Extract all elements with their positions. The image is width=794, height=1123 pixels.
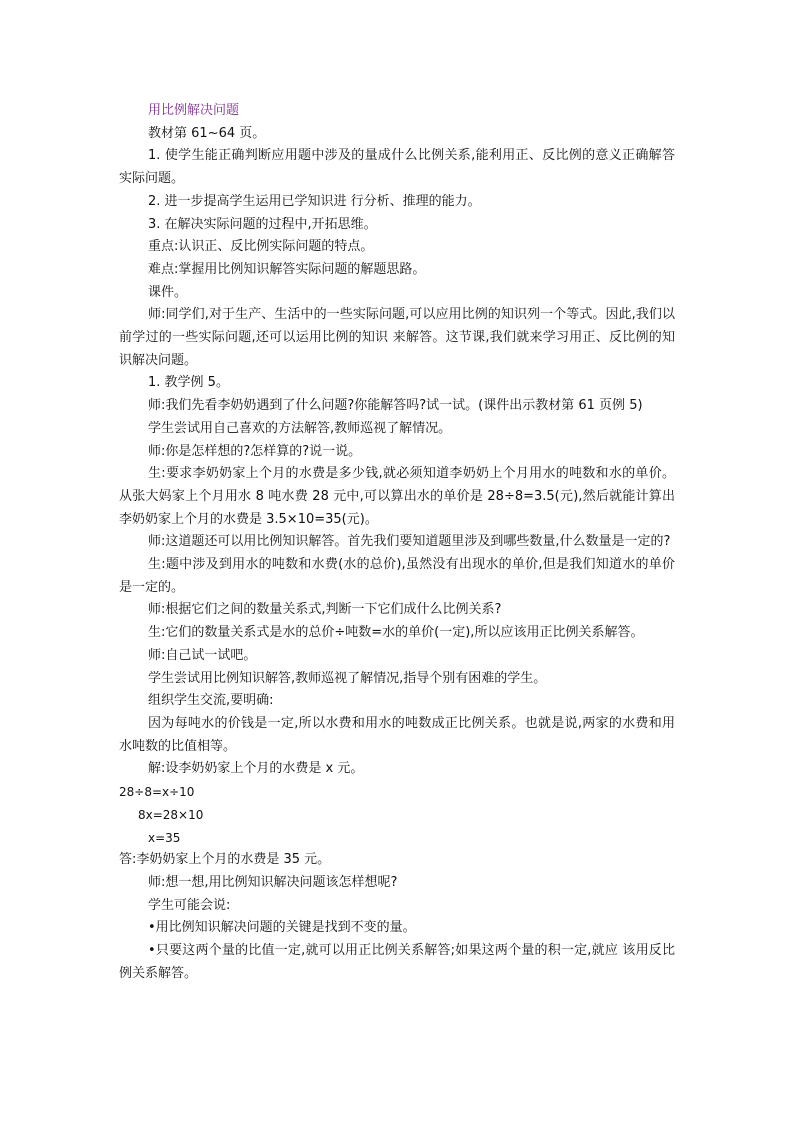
paragraph: 生:它们的数量关系式是水的总价÷吨数=水的单价(一定),所以应该用正比例关系解答。 — [148, 625, 644, 641]
answer-line: 答:李奶奶家上个月的水费是 35 元。 — [119, 852, 331, 868]
paragraph: 解:设李奶奶家上个月的水费是 x 元。 — [148, 761, 364, 777]
equation-line: x=35 — [148, 830, 181, 845]
equation-line: 8x=28×10 — [138, 807, 204, 822]
lesson-title: 用比例解决问题 — [148, 103, 240, 118]
paragraph: 师:同学们,对于生产、生活中的一些实际问题,可以应用比例的知识列一个等式。因此,我们以前学过的一些实际问题,还可以运用比例的知识 来解答。这节课,我们就来学习用正、反比例的知识解决问题。 — [119, 307, 675, 368]
equation-line: 28÷8=x÷10 — [119, 785, 195, 800]
paragraph: 因为每吨水的价钱是一定,所以水费和用水的吨数成正比例关系。也就是说,两家的水费和用水吨数的比值相等。 — [119, 715, 675, 754]
document-body — [119, 100, 675, 985]
paragraph: 学生尝试用自己喜欢的方法解答,教师巡视了解情况。 — [148, 420, 452, 436]
paragraph: 师:想一想,用比例知识解决问题该怎样想呢? — [148, 874, 398, 890]
paragraph: 2. 进一步提高学生运用已学知识进 行分析、推理的能力。 — [148, 193, 481, 209]
bullet-item: •只要这两个量的比值一定,就可以用正比例关系解答;如果这两个量的积一定,就应 该用反比例关系解答。 — [119, 943, 675, 981]
paragraph: 学生尝试用比例知识解答,教师巡视了解情况,指导个别有困难的学生。 — [148, 670, 547, 686]
paragraph: 1. 教学例 5。 — [148, 375, 229, 391]
paragraph: 生:题中涉及到用水的吨数和水费(水的总价),虽然没有出现水的单价,但是我们知道水的单价是一定的。 — [119, 557, 675, 595]
paragraph: 师:自己试一试吧。 — [148, 647, 257, 663]
paragraph: 师:这道题还可以用比例知识解答。首先我们要知道题里涉及到哪些数量,什么数量是一定的? — [148, 534, 671, 550]
paragraph: 1. 使学生能正确判断应用题中涉及的量成什么比例关系,能利用正、反比例的意义正确解答实际问题。 — [119, 148, 675, 187]
paragraph: 教材第 61~64 页。 — [148, 125, 266, 141]
paragraph: 重点:认识正、反比例实际问题的特点。 — [148, 239, 374, 255]
paragraph: 学生可能会说: — [148, 897, 231, 913]
paragraph: 生:要求李奶奶家上个月的水费是多少钱,就必须知道李奶奶上个月用水的吨数和水的单价。从张大妈家上个月用水 8 吨水费 28 元中,可以算出水的单价是 28÷8=3.5(元),然后就能计算出李奶奶家上个月的水费是 3.5×10=35(元)。 — [119, 466, 675, 527]
paragraph: 师:你是怎样想的?怎样算的?说一说。 — [148, 443, 362, 459]
paragraph: 难点:掌握用比例知识解答实际问题的解题思路。 — [148, 261, 426, 277]
paragraph: 师:我们先看李奶奶遇到了什么问题?你能解答吗?试一试。(课件出示教材第 61 页例 5) — [148, 398, 643, 414]
bullet-item: •用比例知识解决问题的关键是找到不变的量。 — [148, 920, 416, 936]
paragraph: 师:根据它们之间的数量关系式,判断一下它们成什么比例关系? — [148, 602, 502, 618]
paragraph: 课件。 — [148, 284, 188, 300]
paragraph: 组织学生交流,要明确: — [148, 693, 274, 709]
paragraph: 3. 在解决实际问题的过程中,开拓思维。 — [148, 216, 377, 232]
